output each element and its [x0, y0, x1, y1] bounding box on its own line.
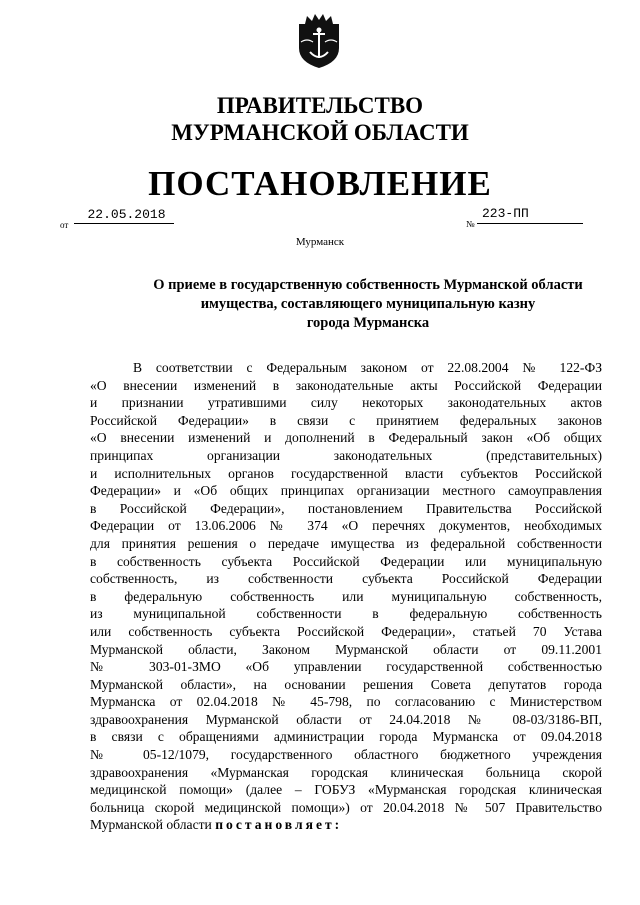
body-line: больница скорой медицинской помощи») от 20.04.2018 № 507 Правительство — [90, 799, 602, 815]
document-title — [128, 276, 608, 333]
title-line-2: имущества, составляющего муниципальную казну — [200, 296, 536, 312]
number-underline — [477, 223, 583, 224]
body-line: Федерации от 13.06.2006 № 374 «О перечнях документов, необходимых — [90, 518, 602, 534]
title-line-1: О приеме в государственную собственность Мурманской области — [153, 277, 583, 293]
body-line: Мурманска от 02.04.2018 № 45-798, по согласованию с Министерством — [90, 694, 602, 710]
body-line: принципах организации законодательных (представительных) — [90, 447, 602, 463]
document-type: ПОСТАНОВЛЕНИЕ — [148, 164, 492, 203]
body-line: собственность, из собственности субъекта Российской Федерации — [90, 571, 602, 587]
body-line: № 05-12/1079, государственного областного бюджетного учреждения — [90, 747, 602, 763]
body-line: здравоохранения «Мурманская городская клиническая больница скорой — [90, 764, 602, 780]
body-line: для принятия решения о передаче имущества из федеральной собственности — [90, 535, 602, 551]
body-line: Мурманской области», на основании решения Совета депутатов города — [90, 676, 602, 692]
body-line: в Российской Федерации», постановлением Правительства Российской — [90, 500, 602, 516]
body-line: Федерации» и «Об общих принципах организации местного самоуправления — [90, 483, 602, 499]
body-line: здравоохранения Мурманской области от 24.04.2018 № 08-03/3186-ВП, — [90, 711, 602, 727]
body-line: медицинской помощи» (далее – ГОБУЗ «Мурманская городская клиническая — [90, 782, 602, 798]
number-prefix: № — [466, 219, 475, 229]
body-line: и признании утратившими силу некоторых законодательных актов — [90, 395, 602, 411]
city: Мурманск — [295, 236, 345, 248]
date-prefix: от — [60, 220, 69, 230]
body-last-line — [90, 816, 602, 834]
government-line-2: МУРМАНСКОЙ ОБЛАСТИ — [171, 120, 469, 145]
body-line: Мурманской области, Законом Мурманской области от 09.11.2001 — [90, 641, 602, 657]
body-line: или собственность субъекта Российской Федерации», статьей 70 Устава — [90, 623, 602, 639]
body-last-line-text: Мурманской области — [90, 817, 212, 833]
decree-keyword: постановляет: — [215, 817, 343, 833]
body-line: в собственность субъекта Российской Федерации или муниципальную — [90, 553, 602, 569]
government-name — [0, 92, 640, 146]
body-line: № 303-01-ЗМО «Об управлении государственной собственностью — [90, 659, 602, 675]
body-line: в связи с обращениями администрации города Мурманска от 09.04.2018 — [90, 729, 602, 745]
body-line: «О внесении изменений в законодательные акты Российской Федерации — [90, 377, 602, 393]
body-line: и исполнительных органов государственной власти субъектов Российской — [90, 465, 602, 481]
body-line: Российской Федерации» в связи с принятием федеральных законов — [90, 412, 602, 428]
document-number: 223-ПП — [482, 206, 529, 221]
government-line-1: ПРАВИТЕЛЬСТВО — [216, 93, 424, 118]
body-line: из муниципальной собственности в федеральную собственность — [90, 606, 602, 622]
coat-of-arms-icon — [295, 12, 343, 70]
body-line: в федеральную собственность или муниципальную собственность, — [90, 588, 602, 604]
date-underline — [74, 223, 174, 224]
body-line: «О внесении изменений и дополнений в Федеральный закон «Об общих — [90, 430, 602, 446]
title-line-3: города Мурманска — [306, 315, 430, 331]
document-body — [90, 359, 602, 834]
document-date: 22.05.2018 — [87, 207, 166, 222]
body-line: В соответствии с Федеральным законом от 22.08.2004 № 122-ФЗ — [133, 360, 602, 375]
